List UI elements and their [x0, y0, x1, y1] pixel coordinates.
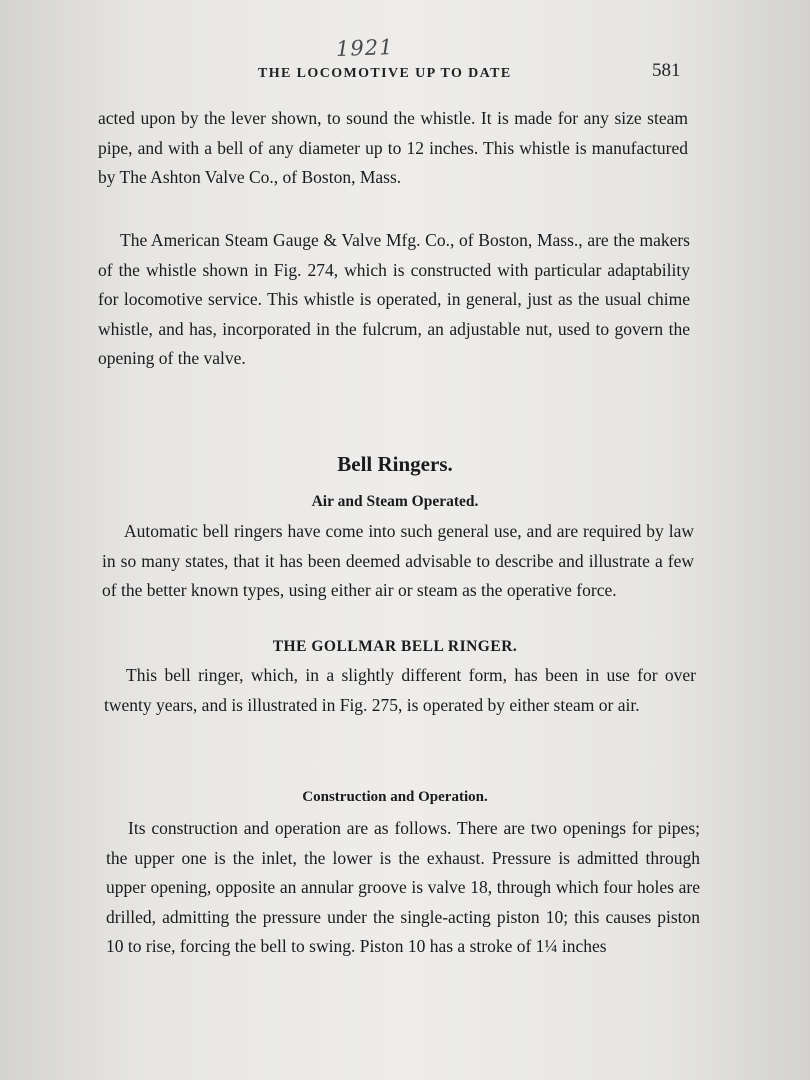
page-number: 581	[652, 60, 681, 81]
subheading-construction-operation: Construction and Operation.	[302, 789, 488, 805]
subheading-air-steam-operated: Air and Steam Operated.	[311, 493, 479, 510]
paragraph-ashton-whistle: acted upon by the lever shown, to sound the whistle. It is made for any size steam pipe, and with a bell of any diameter up to 12 inches. This whistle is manufactured by The Ashton Valve Co., of Boston, Mass.	[98, 108, 688, 187]
paragraph-gollmar-intro: This bell ringer, which, in a slightly different form, has been in use for over twenty years, and is illustrated in Fig. 275, is operated by either steam or air.	[104, 665, 696, 715]
paragraph-construction-operation: Its construction and operation are as follows. There are two openings for pipes; the upper one is the inlet, the lower is the exhaust. Pressure is admitted through upper opening, opposite an annular groove is valve 18, through which four holes are drilled, admitting the pressure under the single-acting piston 10; this causes piston 10 to rise, forcing the bell to swing. Piston 10 has a stroke of 1¼ inches	[106, 818, 700, 956]
handwritten-year: 1921	[335, 35, 394, 61]
section-heading-bell-ringers: Bell Ringers.	[337, 452, 453, 476]
paragraph-automatic-bell-ringers: Automatic bell ringers have come into such general use, and are required by law in so many states, that it has been deemed advisable to describe and illustrate a few of the better known types, using either air or steam as the operative force.	[102, 521, 694, 600]
paragraph-american-steam-gauge: The American Steam Gauge & Valve Mfg. Co., of Boston, Mass., are the makers of the whistle shown in Fig. 274, which is constructed with particular adaptability for locomotive service. This whistle is operated, in general, just as the usual chime whistle, and has, incorporated in the fulcrum, an adjustable nut, used to govern the opening of the valve.	[98, 230, 690, 368]
heading-gollmar-bell-ringer: THE GOLLMAR BELL RINGER.	[272, 638, 518, 655]
running-title: THE LOCOMOTIVE UP TO DATE	[258, 66, 512, 81]
